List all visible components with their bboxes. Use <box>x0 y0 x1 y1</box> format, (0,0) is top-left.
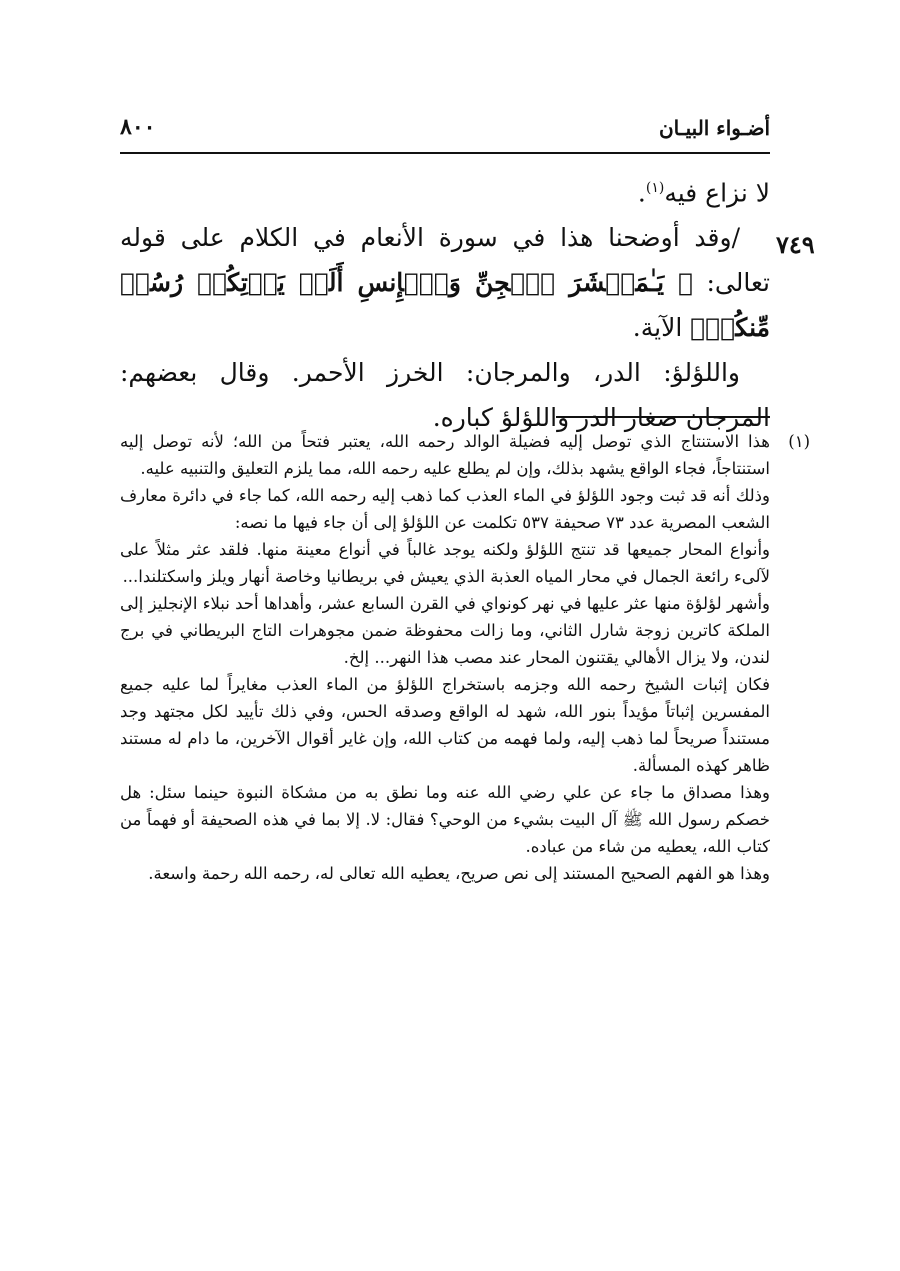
footnote-reference: (١) <box>645 180 665 196</box>
margin-page-number: ٧٤٩ <box>776 230 815 259</box>
footnote-separator <box>556 416 770 418</box>
footnote-paragraph-4: وأشهر لؤلؤة منها عثر عليها في نهر كونواي في القرن السابع عشر، وأهداها أحد نبلاء الإنجليز إلى الملكة كاترين زوجة شارل الثاني، وما زالت محفوظة ضمن مجوهرات التاج البريطاني في برج لندن، ولا يزال الأهالي يقتنون المحار عند مصب هذا النهر... إلخ. <box>120 594 770 667</box>
main-paragraph-2-start: /وقد أوضحنا هذا في سورة الأنعام في الكلام على قوله تعالى: <box>120 223 770 298</box>
footnote-paragraph-7: وهذا هو الفهم الصحيح المستند إلى نص صريح، يعطيه الله تعالى له، رحمه الله رحمة واسعة. <box>148 864 770 883</box>
page-header <box>120 112 770 154</box>
main-paragraph-2-end: الآية. <box>632 313 691 343</box>
main-line-1-text: لا نزاع فيه <box>664 178 770 208</box>
main-text <box>120 166 770 440</box>
book-title: أضـواء البيـان <box>658 116 770 140</box>
footnote-marker: (١) <box>788 432 810 451</box>
footnote-paragraph-5: فكان إثبات الشيخ رحمه الله وجزمه باستخراج اللؤلؤ من الماء العذب مغايراً لما عليه جميع المفسرين إثباتاً مؤيداً بنور الله، شهد له الواقع وصدقه الحس، وفي ذلك تأييد لكل مجتهد وجد مستنداً صريحاً لما ذهب إليه، ولما فهمه من كتاب الله، وإن غاير أقوال الآخرين، ما دام له مستند ظاهر كهذه المسألة. <box>120 675 770 775</box>
footnote-paragraph-1-text: هذا الاستنتاج الذي توصل إليه فضيلة الوالد رحمه الله، يعتبر فتحاً من الله؛ لأنه توصل إليه استنتاجاً، فجاء الواقع يشهد بذلك، وإن لم يطلع عليه رحمه الله، مما يلزم التعليق والتنبيه عليه. <box>120 432 770 478</box>
footnotes <box>120 428 810 887</box>
footnote-paragraph-3: وأنواع المحار جميعها قد تنتج اللؤلؤ ولكنه يوجد غالباً في أنواع معينة منها. فلقد عثر مثلاً على لآلىء رائعة الجمال في محار المياه العذبة الذي يعيش في بريطانيا وخاصة أنهار ويلز واسكتلندا... <box>120 540 770 586</box>
page-number: ٨٠٠ <box>120 114 156 140</box>
main-line-1-end: . <box>637 178 646 208</box>
main-line-1 <box>120 166 770 215</box>
footnote-paragraph-2: وذلك أنه قد ثبت وجود اللؤلؤ في الماء العذب كما ذهب إليه رحمه الله، كما جاء في دائرة معارف الشعب المصرية عدد ٧٣ صحيفة ٥٣٧ تكلمت عن اللؤلؤ إلى أن جاء فيها ما نصه: <box>120 486 770 532</box>
footnote-paragraph-1 <box>120 428 810 482</box>
main-paragraph-2 <box>120 215 770 350</box>
footnote-paragraph-6: وهذا مصداق ما جاء عن علي رضي الله عنه وما نطق به من مشكاة النبوة حينما سئل: هل خصكم رسول الله ﷺ آل البيت بشيء من الوحي؟ فقال: لا. إلا بما في هذه الصحيفة أو فهماً من كتاب الله، يعطيه من شاء من عباده. <box>120 783 770 856</box>
quran-verse: ﴿ يَـٰمَعۡشَرَ ٱلۡجِنِّ وَٱلۡإِنسِ أَلَمۡ يَأۡتِكُمۡ رُسُلٞ مِّنكُمۡ﴾ <box>120 268 770 343</box>
main-paragraph-3: واللؤلؤ: الدر، والمرجان: الخرز الأحمر. وقال بعضهم: المرجان صغار الدر واللؤلؤ كباره. <box>120 358 770 433</box>
